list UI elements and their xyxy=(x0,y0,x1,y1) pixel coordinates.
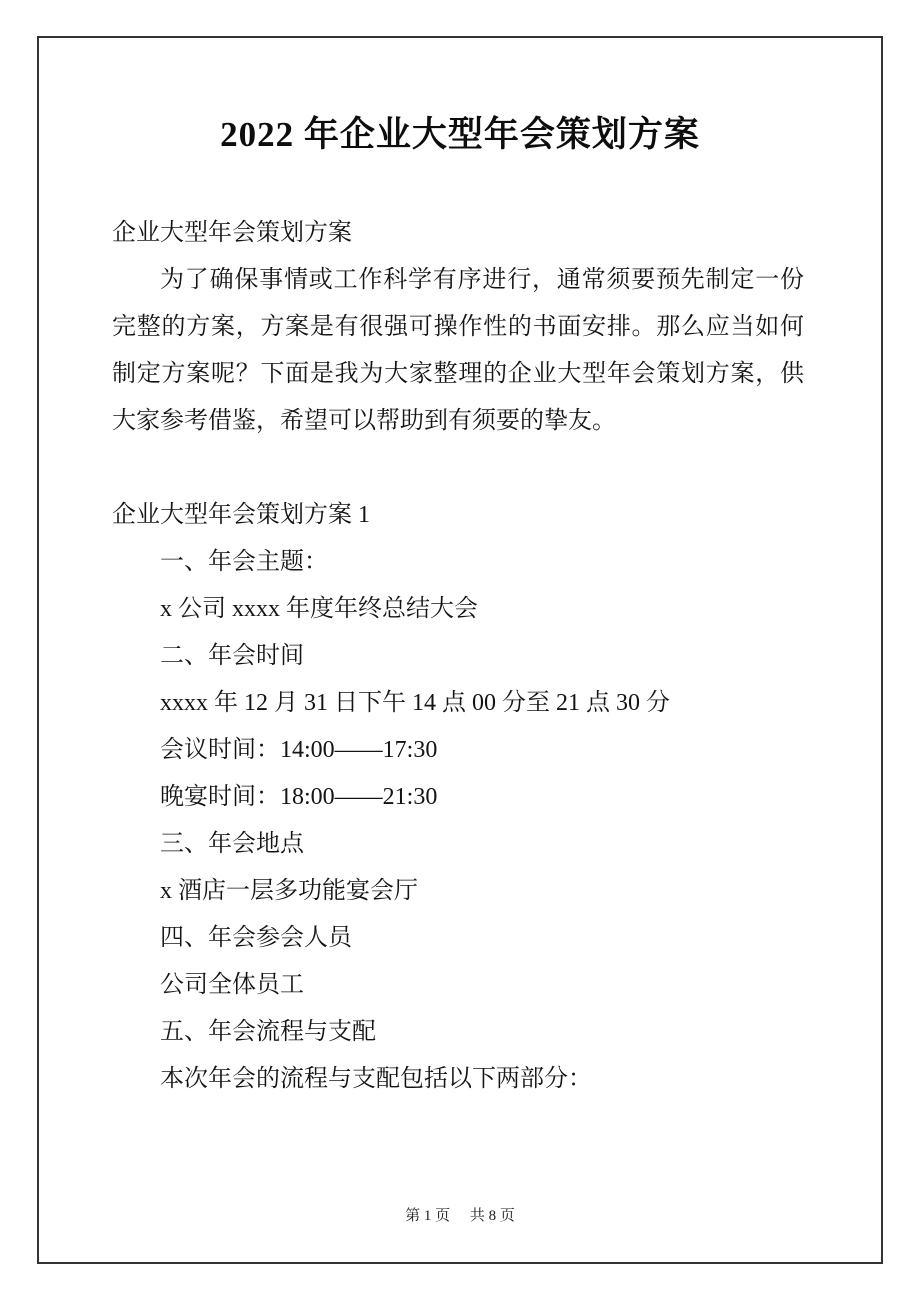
page-border xyxy=(37,36,883,1264)
paragraph: 一、年会主题： xyxy=(160,549,328,575)
footer-total-pages: 共 8 页 xyxy=(469,1208,515,1224)
paragraph: 公司全体员工 xyxy=(160,972,304,998)
footer-current-page: 第 1 页 xyxy=(405,1208,451,1224)
paragraph: 会议时间：14:00——17:30 xyxy=(160,737,438,763)
document-title: 2022 年企业大型年会策划方案 xyxy=(220,115,700,154)
paragraph: 五、年会流程与支配 xyxy=(160,1019,376,1045)
paragraph: 三、年会地点 xyxy=(160,831,304,857)
paragraph: 二、年会时间 xyxy=(160,643,304,669)
page-footer xyxy=(39,1206,881,1226)
paragraph: 为了确保事情或工作科学有序进行，通常须要预先制定一份完整的方案，方案是有很强可操作性的书面安排。那么应当如何制定方案呢？下面是我为大家整理的企业大型年会策划方案，供大家参考借鉴，希望可以帮助到有须要的挚友。 xyxy=(112,267,804,434)
paragraph xyxy=(112,445,804,492)
paragraph: 晚宴时间：18:00——21:30 xyxy=(160,784,438,810)
document-body xyxy=(112,210,804,1103)
paragraph: xxxx 年 12 月 31 日下午 14 点 00 分至 21 点 30 分 xyxy=(160,690,670,716)
paragraph: 企业大型年会策划方案 1 xyxy=(112,502,370,528)
paragraph: x 酒店一层多功能宴会厅 xyxy=(160,878,418,904)
paragraph: 四、年会参会人员 xyxy=(160,925,352,951)
paragraph: 本次年会的流程与支配包括以下两部分： xyxy=(160,1066,592,1092)
paragraph: 企业大型年会策划方案 xyxy=(112,220,352,246)
paragraph: x 公司 xxxx 年度年终总结大会 xyxy=(160,596,478,622)
